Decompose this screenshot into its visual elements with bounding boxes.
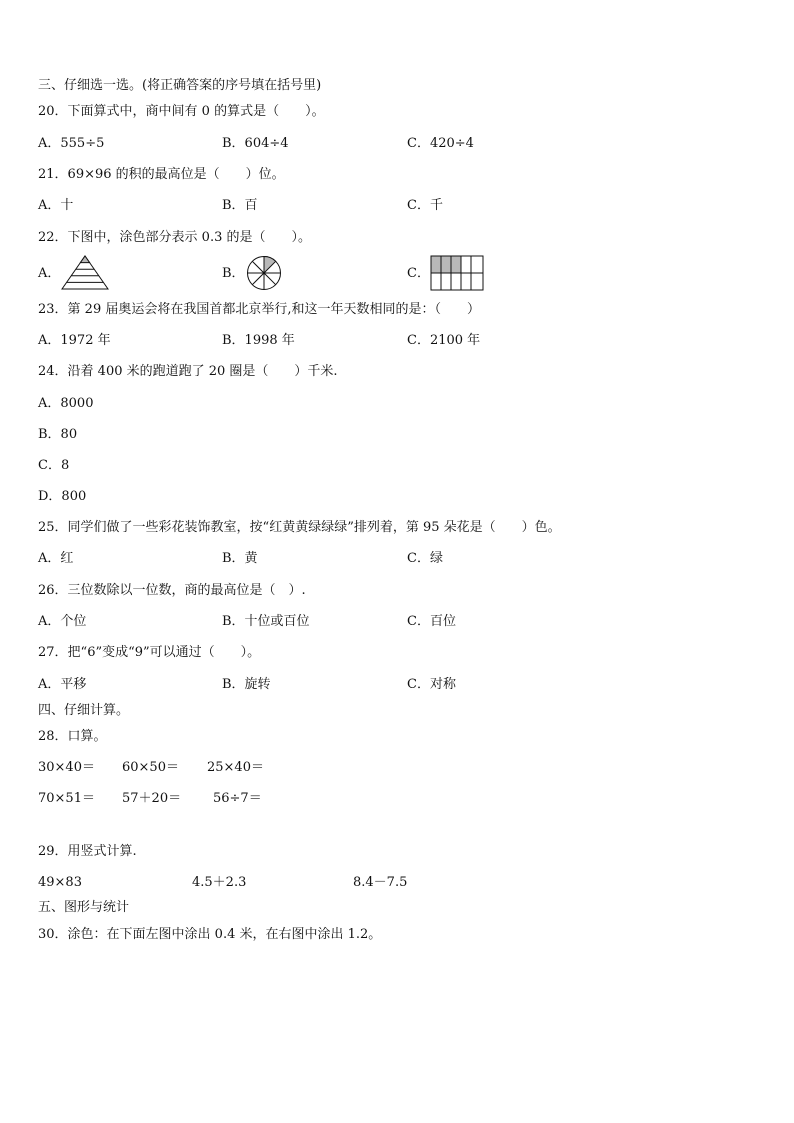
q21-option-b: B．百 (222, 198, 258, 213)
q28-item: 57＋20＝ (122, 791, 182, 806)
q25-stem: 25．同学们做了一些彩花装饰教室，按“红黄黄绿绿绿”排列着，第 95 朵花是（ ）色。 (38, 520, 561, 535)
q21-stem: 21．69×96 的积的最高位是（ ）位。 (38, 167, 285, 182)
q25-option-b: B．黄 (222, 551, 258, 566)
q28-item: 70×51＝ (38, 791, 95, 806)
q27-stem: 27．把“6”变成“9”可以通过（ ）。 (38, 645, 261, 660)
q22-option-a: A． (38, 266, 61, 281)
q28-stem: 28．口算。 (38, 729, 107, 744)
q26-stem: 26．三位数除以一位数，商的最高位是（ ）. (38, 583, 306, 598)
q28-item: 25×40＝ (207, 760, 264, 775)
q21-option-c: C．千 (407, 198, 443, 213)
q25-option-a: A．红 (38, 551, 74, 566)
q28-item: 56÷7＝ (213, 791, 262, 806)
q22-option-b: B． (222, 266, 245, 281)
q24-option-b: B．80 (38, 427, 78, 442)
q24-option-d: D．800 (38, 489, 87, 504)
q28-item: 60×50＝ (122, 760, 179, 775)
q29-item: 49×83 (38, 875, 82, 890)
q22-option-c: C． (407, 266, 430, 281)
q26-option-b: B．十位或百位 (222, 614, 310, 629)
q20-stem: 20．下面算式中，商中间有 0 的算式是（ ）。 (38, 104, 325, 119)
q29-item: 4.5＋2.3 (192, 875, 247, 890)
q29-stem: 29．用竖式计算. (38, 844, 137, 859)
q27-option-c: C．对称 (407, 677, 456, 692)
q27-option-a: A．平移 (38, 677, 87, 692)
q24-stem: 24．沿着 400 米的跑道跑了 20 圈是（ ）千米. (38, 364, 338, 379)
q23-option-c: C．2100 年 (407, 333, 481, 348)
q24-option-c: C．8 (38, 458, 70, 473)
q26-option-c: C．百位 (407, 614, 456, 629)
q22-stem: 22．下图中，涂色部分表示 0.3 的是（ ）。 (38, 230, 311, 245)
q22-triangle-figure (60, 255, 110, 291)
q21-option-a: A．十 (38, 198, 74, 213)
q22-grid-figure (430, 255, 484, 291)
section-4-heading: 四、仔细计算。 (38, 703, 130, 718)
q26-option-a: A．个位 (38, 614, 87, 629)
q24-option-a: A．8000 (38, 396, 94, 411)
q23-option-b: B．1998 年 (222, 333, 295, 348)
section-3-heading: 三、仔细选一选。(将正确答案的序号填在括号里) (38, 78, 322, 93)
section-5-heading: 五、图形与统计 (38, 900, 130, 915)
q20-option-b: B．604÷4 (222, 136, 289, 151)
q20-option-a: A．555÷5 (38, 136, 105, 151)
q27-option-b: B．旋转 (222, 677, 271, 692)
q25-option-c: C．绿 (407, 551, 443, 566)
q29-item: 8.4－7.5 (353, 875, 408, 890)
q30-stem: 30．涂色：在下面左图中涂出 0.4 米，在右图中涂出 1.2。 (38, 927, 382, 942)
q23-stem: 23．第 29 届奥运会将在我国首都北京举行,和这一年天数相同的是：（ ） (38, 302, 480, 317)
q20-option-c: C．420÷4 (407, 136, 474, 151)
q22-circle-figure (245, 255, 283, 291)
q28-item: 30×40＝ (38, 760, 95, 775)
q23-option-a: A．1972 年 (38, 333, 111, 348)
